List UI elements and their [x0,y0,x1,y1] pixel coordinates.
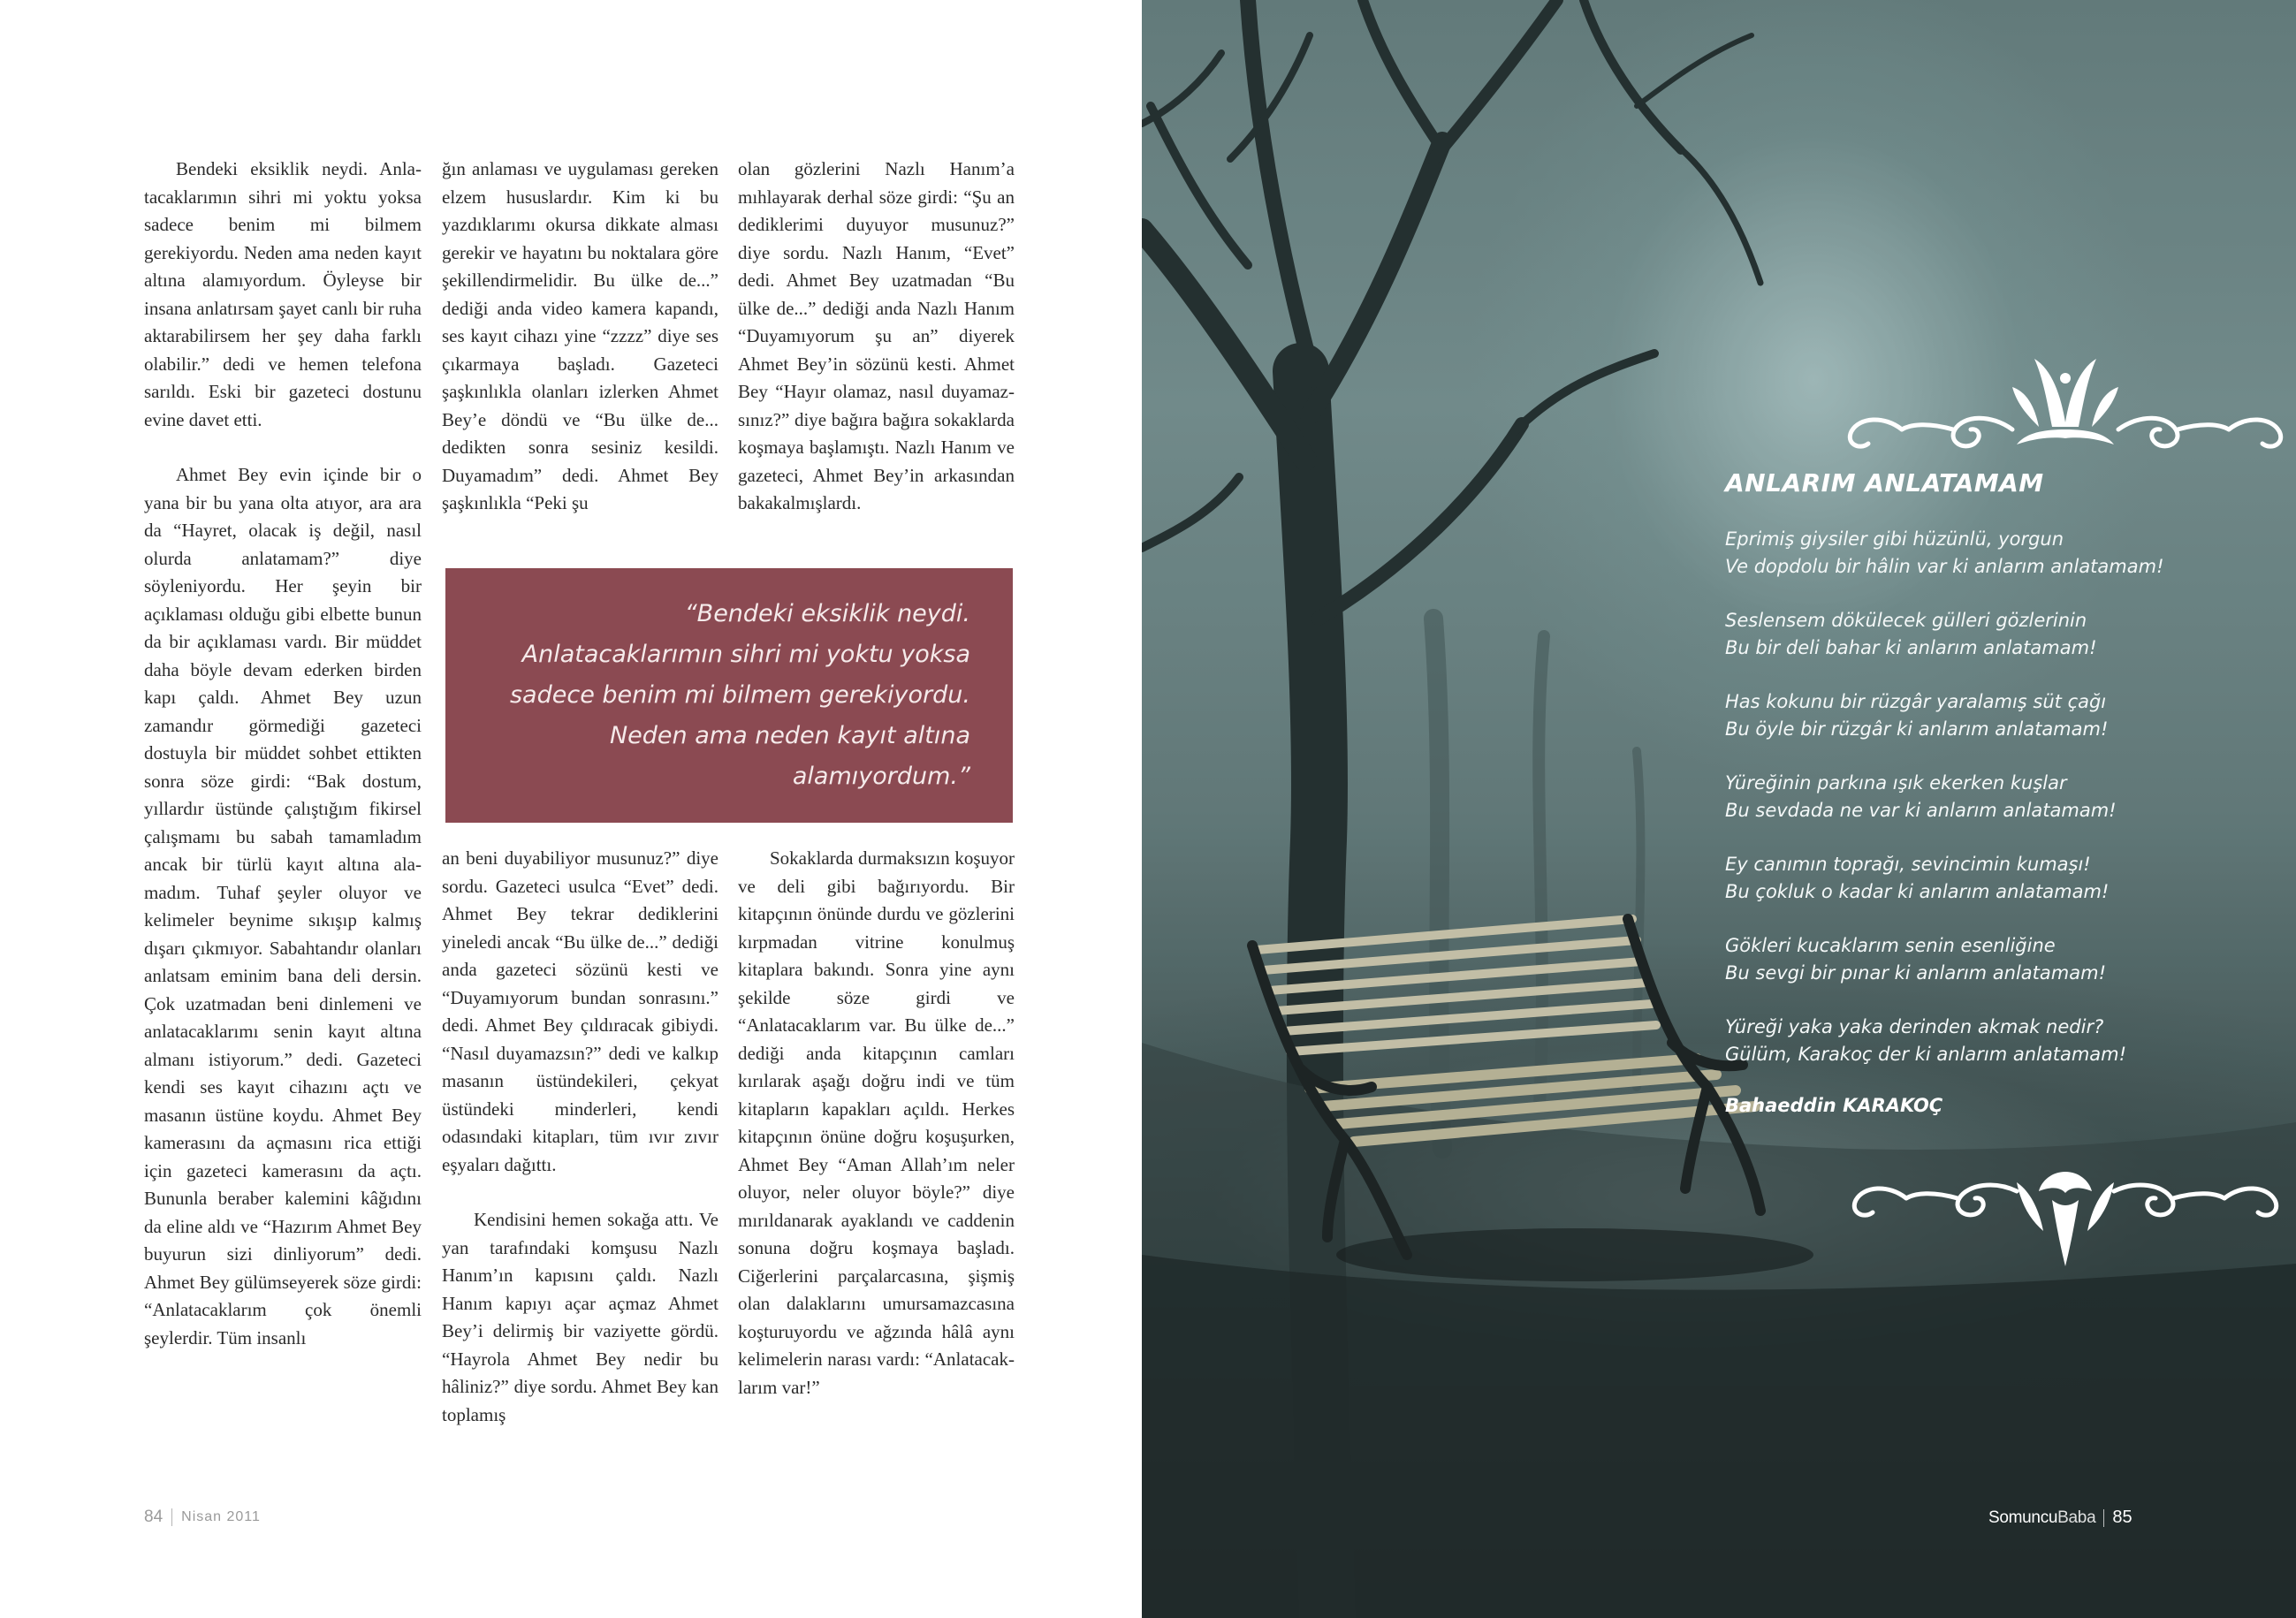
right-page-folio [1988,1508,2133,1528]
poem-line: Yüreğinin parkına ışık ekerken kuşlar [1725,772,2067,794]
left-page [0,0,1142,1618]
paragraph: olan gözlerini Nazlı Hanım’a mıhlayarak derhal söze girdi: “Şu an dediklerimi duyuyor musunuz?” diye sordu. Nazlı Hanım, “Evet” dedi. Ahmet Bey uzatmadan “Bu ülke de...” dediği anda Nazlı Hanım “Duyamıyorum şu an” diyerek Ahmet Bey’in sözünü kesti. Ahmet Bey “Hayır olamaz, nasıl duyamazsınız?” diye bağıra bağıra sokaklarda koşmaya başlamıştı. Nazlı Hanım ve gazeteci, Ahmet Bey’in arkasından bakakalmışlardı. [738,158,1015,513]
poem-line: Ey canımın toprağı, sevincimin kumaşı! [1725,854,2091,875]
poem-line: Bu sevdada ne var ki anlarım anlatamam! [1725,800,2117,821]
article-column-3-bottom [738,845,1015,1402]
paragraph: ğın anlaması ve uygulaması gereken elzem hususlardır. Kim ki bu yazdıklarımı okursa dikkate alması gerekir ve hayatını bu noktalara göre şekillendirmelidir. Bu ülke de...” dediği anda video kamera kapandı, ses kayıt cihazı yine “zzzz” diye ses çıkarmaya başladı. Gazeteci şaşkınlıkla olanları izlerken Ahmet Bey’e döndü ve “Bu ülke de... dedikten sonra sesiniz kesildi. Duyamadım” dedi. Ahmet Bey şaşkınlıkla “Peki şu [442,158,718,513]
poem-stanza [1725,770,2238,824]
poem-stanza [1725,932,2238,987]
poem-stanza [1725,607,2238,662]
paragraph: Sokaklarda durmaksızın koşuyor ve deli gibi bağırıyordu. Bir kitapçının önünde durdu ve gözlerini kırpmadan vitrine konulmuş kitaplara bakındı. Sonra yine aynı şekilde söze girdi ve “Anlatacaklarım var. Bu ülke de...” dediği anda kitapçının camları kırılarak aşağı doğru indi ve tüm kitapların kapakları açıldı. Herkes kitapçının önüne doğru koşuşurken, Ahmet Bey “Aman Allah’ım neler oluyor, neler oluyor böyle?” diye mırıldanarak ayaklandı ve caddenin sonuna doğru koşmaya başladı. Ciğerlerini parçalarcasına, şişmiş olan dalaklarını umursamazcasına koşturuyordu ve ağzında hâlâ aynı kelimelerin narası vardı: “Anlatacaklarım var!” [738,847,1015,1398]
paragraph: an beni duyabiliyor musunuz?” diye sordu. Gazeteci usulca “Evet” dedi. Ahmet Bey tekrar dediklerini yineledi ancak “Bu ülke de...” dediği anda gazeteci sözünü kesti ve “Duyamıyorum bundan sonrasını.” dedi. Ahmet Bey çıldıracak gibiydi. “Nasıl duyamazsın?” dedi ve kalkıp masanın üstündekileri, çekyat üstündeki minderleri, kendi odasındaki kitapları, tüm ıvır zıvır eşyaları dağıttı. [442,847,718,1175]
magazine-brand [1988,1508,2095,1528]
page-number: 85 [2112,1508,2133,1527]
article-column-2-top [442,156,718,518]
poem-line: Ve dopdolu bir hâlin var ki anlarım anlatamam! [1725,556,2164,577]
brand-name-part: Somuncu [1988,1508,2058,1527]
article-column-2-bottom [442,845,718,1429]
right-page [1142,0,2296,1618]
poem-line: Gülüm, Karakoç der ki anlarım anlatamam! [1725,1044,2127,1065]
page-number: 84 [144,1508,163,1526]
poem-title: ANLARIM ANLATAMAM [1725,468,2044,498]
poem-line: Bu sevgi bir pınar ki anlarım anlatamam! [1725,962,2106,984]
poem-line: Bu çokluk o kadar ki anlarım anlatamam! [1725,881,2110,902]
poem-line: Gökleri kucaklarım senin esenliğine [1725,935,2056,956]
article-column-1 [144,156,422,1352]
left-page-folio [144,1508,261,1527]
poem-stanza [1725,526,2238,581]
poem-line: Bu öyle bir rüzgâr ki anlarım anlatamam! [1725,718,2109,740]
poem-line: Yüreği yaka yaka derinden akmak nedir? [1725,1016,2104,1037]
brand-name-part: Baba [2057,1508,2096,1527]
pull-quote-box [445,568,1013,823]
poem-line: Eprimiş giysiler gibi hüzünlü, yorgun [1725,528,2064,550]
poem-line: Bu bir deli bahar ki anlarım anlatamam! [1725,637,2097,658]
paragraph: Bendeki eksiklik neydi. Anlatacaklarımın sihri mi yoktu yoksa sadece benim mi bilmem gerekiyordu. Neden ama neden kayıt altına alamıyordum. Öyleyse bir insana anlatırsam şayet canlı bir ruha aktarabilirsem her şey daha farklı olabilir.” dedi ve hemen telefona sarıldı. Eski bir gazeteci dostunu evine davet etti. [144,158,422,430]
folio-divider [2103,1509,2104,1527]
folio-divider [171,1508,172,1526]
pull-quote-text: “Bendeki eksiklik neydi. Anlatacaklarımın sihri mi yoktu yoksa sadece benim mi bilmem gerekiyordu. Neden ama neden kayıt altına alamıyordum.” [509,600,970,790]
poem-line: Has kokunu bir rüzgâr yaralamış süt çağı [1725,691,2107,712]
poem-stanza [1725,851,2238,906]
poem-block [1725,468,2238,1116]
floral-ornament-icon [1142,1165,2296,1271]
poem-author: Bahaeddin KARAKOÇ [1725,1095,1943,1116]
article-column-3-top [738,156,1015,518]
paragraph: Ahmet Bey evin içinde bir o yana bir bu yana olta atıyor, ara ara da “Hayret, olacak iş değil, nasıl olurda anlatamam?” diye söyleniyordu. Her şeyin bir açıklaması olduğu gibi elbette bunun da bir açıklaması vardı. Bir müddet daha böyle devam ederken birden kapı çaldı. Ahmet Bey uzun zamandır görmediği gazeteci dostuyla bir müddet sohbet ettikten sonra söze girdi: “Bak dostum, yıllardır üstünde çalıştığım fikirsel çalışmamı bu sabah tamamladım ancak bir türlü kayıt altına alamadım. Tuhaf şeyler oluyor ve kelimeler beynime sıkışıp kalmış dışarı çıkmıyor. Sabahtandır olanları anlatsam eminim bana deli dersin. Çok uzatmadan beni dinlemeni ve anlatacaklarımı senin kayıt altına almanı istiyorum.” dedi. Gazeteci kendi ses kayıt cihazını açtı ve masanın üstüne koydu. Ahmet Bey kamerasını da açmasını rica ettiği için gazeteci kamerasını da açtı. Bununla beraber kalemini kâğıdını da eline aldı ve “Hazırım Ahmet Bey buyurun sizi dinliyorum” dedi. Ahmet Bey gülümseyerek söze girdi: “Anlatacaklarım çok önemli şeylerdir. Tüm insanlı [144,464,422,1348]
floral-ornament-icon [1142,352,2296,458]
poem-line: Seslensem dökülecek gülleri gözlerinin [1725,610,2087,631]
issue-date: Nisan 2011 [181,1509,261,1524]
poem-stanza [1725,1014,2238,1068]
paragraph: Kendisini hemen sokağa attı. Ve yan tarafındaki komşusu Nazlı Hanım’ın kapısını çaldı. Nazlı Hanım kapıyı açar açmaz Ahmet Bey’i delirmiş bir vaziyette gördü. “Hayrola Ahmet Bey nedir bu hâliniz?” diye sordu. Ahmet Bey kan toplamış [442,1209,718,1425]
poem-stanza [1725,688,2238,743]
